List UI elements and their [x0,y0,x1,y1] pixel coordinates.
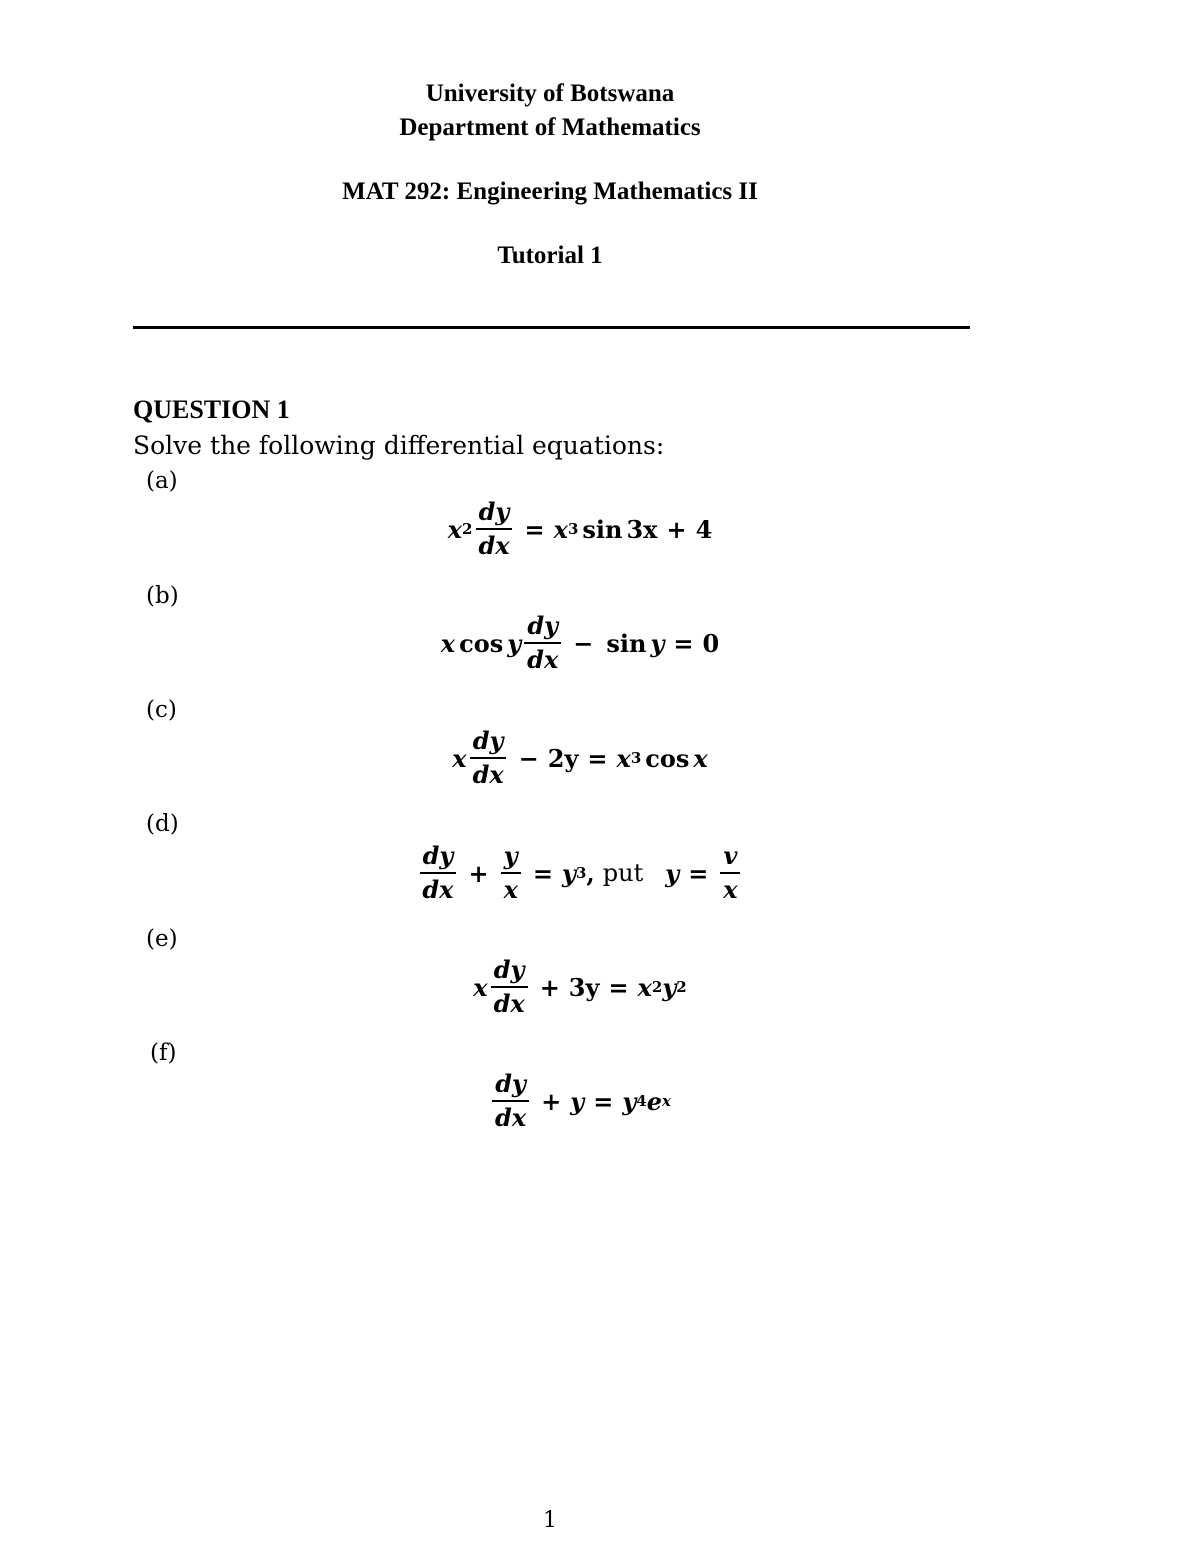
equation-f: $\frac{dy}{dx}$ + y = y 4 e x [300,1066,860,1136]
horizontal-divider [133,326,970,329]
question-title: QUESTION 1 [133,395,290,424]
equation-a: x 2 $\frac{dy}{dx}$ = x 3 sin 3x + 4 [447,497,713,560]
equation-d: $\frac{dy}{dx}$ + $\frac{y}{x}$ = y 3 , put y = $\frac{v}{x}$ [300,838,860,908]
part-label-f: (f) [150,1040,177,1066]
equation-e: x $\frac{dy}{dx}$ + 3y = x 2 y 2 [473,955,687,1018]
equation-c: x $\frac{dy}{dx}$ − 2y = x 3 cos x [452,726,708,789]
university-name: University of Botswana [425,80,675,107]
part-label-c: (c) [146,697,177,723]
part-label-d: (d) [146,811,179,837]
course-title: MAT 292: Engineering Mathematics II [342,178,758,205]
tutorial-title: Tutorial 1 [497,242,603,269]
part-label-e: (e) [146,926,178,952]
department-name: Department of Mathematics [399,114,701,141]
part-label-b: (b) [146,583,179,609]
question-instruction: Solve the following differential equations: [133,431,665,460]
page-number: 1 [543,1508,557,1533]
equation-b: x cos y $\frac{dy}{dx}$ − sin y = 0 [440,611,720,674]
part-label-a: (a) [146,468,178,494]
